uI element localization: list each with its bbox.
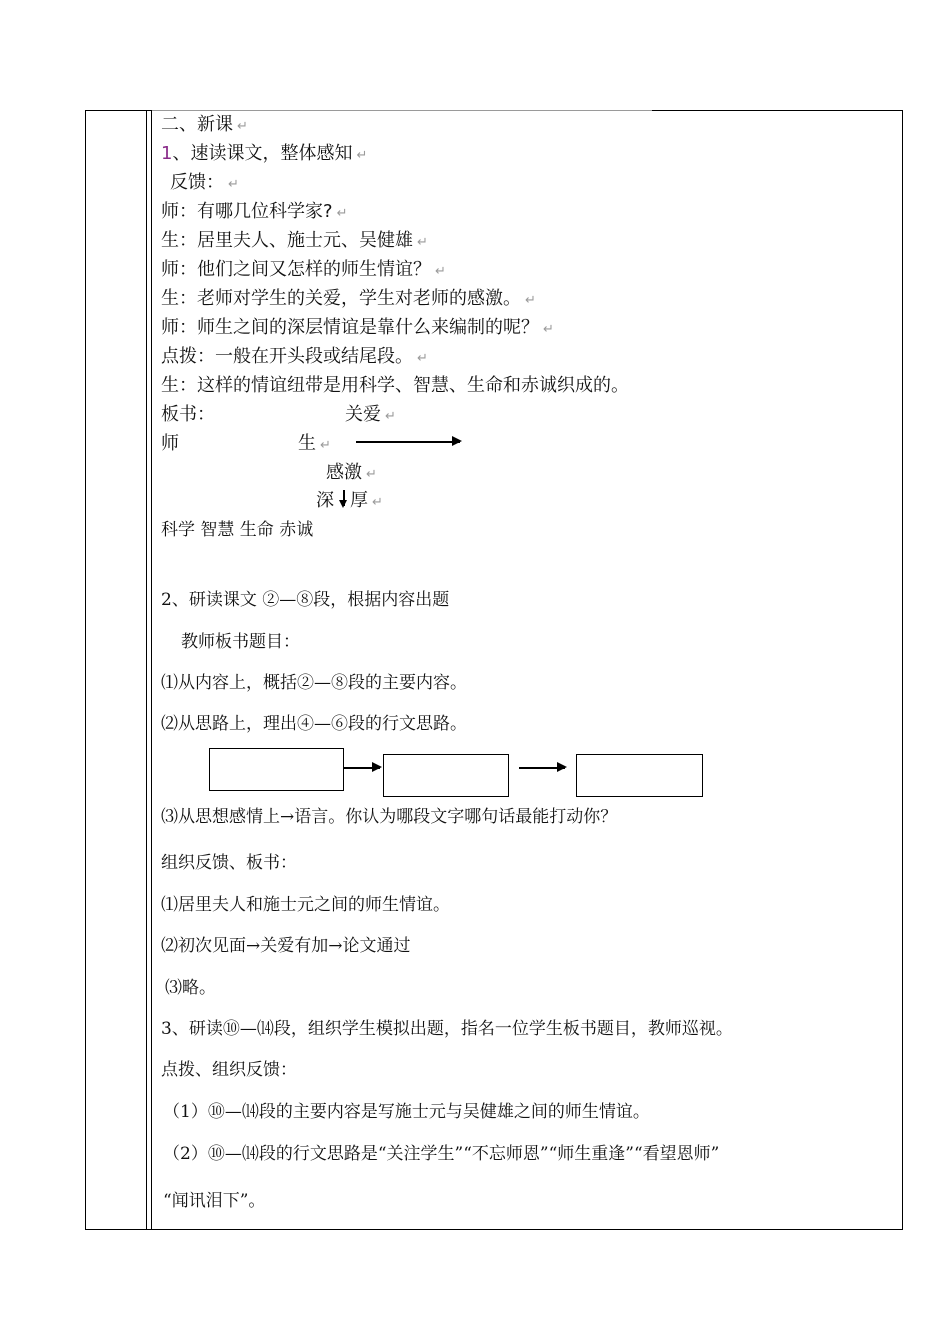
organize-label: 组织反馈、板书： (161, 853, 297, 873)
table-column-divider (146, 110, 147, 1230)
dialogue-line: 师：有哪几位科学家? ↵ (161, 201, 348, 222)
board-gratitude: 感激 ↵ (326, 462, 377, 483)
right-arrow-icon (344, 767, 380, 769)
screenshot-border (152, 110, 652, 111)
step1-heading: 1、速读课文，整体感知 ↵ (161, 143, 368, 164)
task-item: ⑴从内容上，概括②—⑧段的主要内容。 (161, 673, 467, 693)
section-heading: 二、新课 ↵ (161, 114, 248, 135)
down-arrow-icon (343, 490, 345, 506)
feedback-label: 反馈： ↵ (170, 172, 239, 193)
hint-line: 点拨：一般在开头段或结尾段。 ↵ (161, 346, 428, 367)
flow-box-2 (383, 754, 509, 797)
result-item-continued: “闻讯泪下”。 (163, 1191, 266, 1211)
board-student: 生 ↵ (298, 433, 331, 454)
board-deep: 深 (316, 490, 334, 511)
dialogue-line: 师：他们之间又怎样的师生情谊？ ↵ (161, 259, 446, 280)
result-item: （1）⑩—⒁段的主要内容是写施士元与吴健雄之间的师生情谊。 (163, 1102, 650, 1122)
answer-item: ⑶略。 (165, 978, 216, 998)
dialogue-line: 师：师生之间的深层情谊是靠什么来编制的呢？ ↵ (161, 317, 554, 338)
task-item: ⑶从思想感情上→语言。你认为哪段文字哪句话最能打动你？ (161, 807, 618, 827)
answer-item: ⑵初次见面→关爱有加→论文通过 (161, 936, 411, 956)
table-column-divider-inner (151, 110, 152, 1230)
flow-box-1 (209, 748, 344, 791)
board-teacher: 师 (161, 433, 179, 454)
board-care: 关爱 ↵ (345, 404, 396, 425)
board-thick: 厚 ↵ (350, 490, 383, 511)
result-item: （2）⑩—⒁段的行文思路是“关注学生”“不忘师恩”“师生重逢”“看望恩师” (163, 1144, 720, 1164)
dialogue-line: 生：老师对学生的关爱，学生对老师的感激。 ↵ (161, 288, 536, 309)
task-item: ⑵从思路上，理出④—⑥段的行文思路。 (161, 714, 467, 734)
dialogue-line: 生：居里夫人、施士元、吴健雄 ↵ (161, 230, 428, 251)
keywords-line: 科学 智慧 生命 赤诚 (161, 520, 314, 540)
board-label: 板书： (161, 404, 215, 425)
right-arrow-icon (356, 441, 460, 443)
teacher-board-label: 教师板书题目： (181, 632, 300, 652)
hint2-label: 点拨、组织反馈： (161, 1060, 297, 1080)
answer-item: ⑴居里夫人和施士元之间的师生情谊。 (161, 895, 450, 915)
flow-box-3 (576, 754, 703, 797)
step3-heading: 3、研读⑩—⒁段，组织学生模拟出题，指名一位学生板书题目，教师巡视。 (161, 1019, 733, 1039)
right-arrow-icon (519, 767, 565, 769)
step2-heading: 2、研读课文 ②—⑧段，根据内容出题 (161, 590, 450, 610)
dialogue-line: 生：这样的情谊纽带是用科学、智慧、生命和赤诚织成的。 (161, 375, 629, 396)
